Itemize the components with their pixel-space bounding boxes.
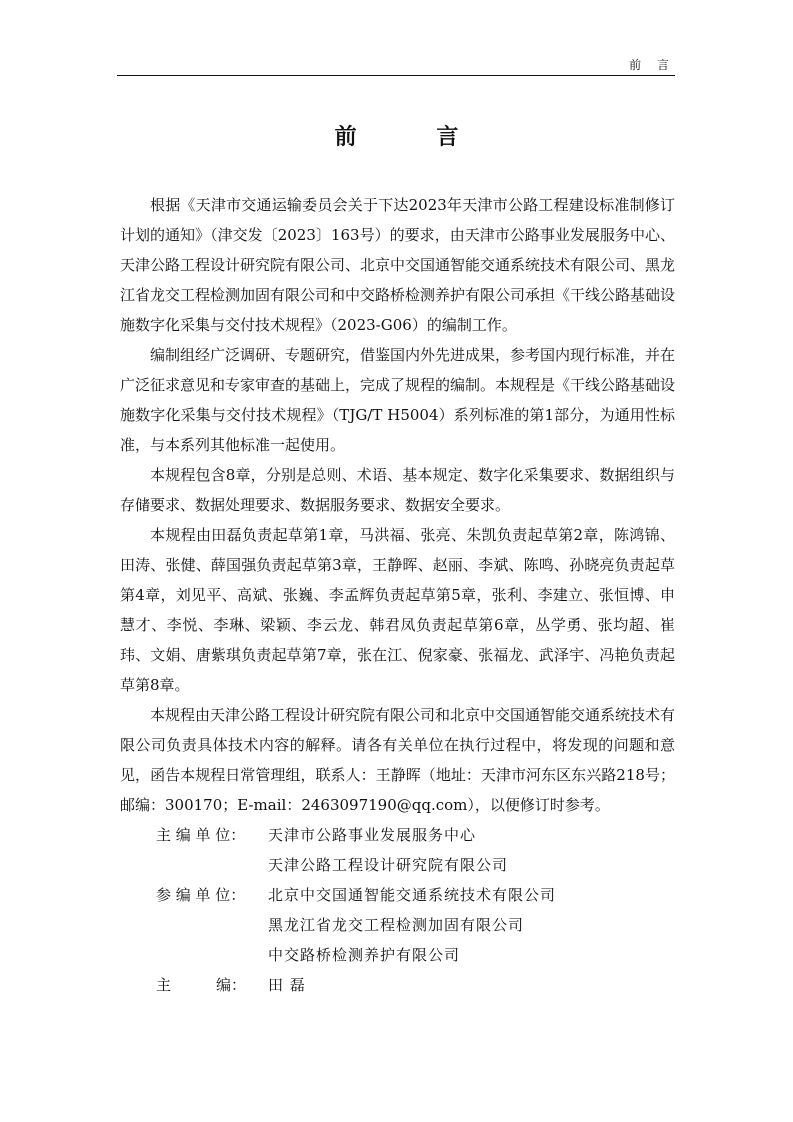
credit-label: 参 编 单 位： bbox=[156, 886, 246, 904]
credit-chief-editor-units bbox=[120, 820, 675, 880]
credit-label: 主 编： bbox=[156, 976, 247, 994]
page-title: 前 言 bbox=[334, 124, 495, 150]
credit-value: 天津市公路事业发展服务中心 bbox=[268, 826, 477, 844]
credit-chief-editor bbox=[120, 970, 675, 1000]
credit-value: 黑龙江省龙交工程检测加固有限公司 bbox=[268, 916, 525, 934]
header-rule bbox=[117, 75, 675, 76]
foreword-body bbox=[120, 190, 675, 1000]
credit-label: 主 编 单 位： bbox=[156, 826, 246, 844]
paragraph-2: 编制组经广泛调研、专题研究，借鉴国内外先进成果，参考国内现行标准，并在广泛征求意见和专家审查的基础上，完成了规程的编制。本规程是《干线公路基础设施数字化采集与交付技术规程》（TJG/T H5004）系列标准的第1部分，为通用性标准，与本系列其他标准一起使用。 bbox=[120, 346, 676, 454]
credit-participating-units bbox=[120, 880, 675, 970]
credit-value: 天津公路工程设计研究院有限公司 bbox=[268, 856, 509, 874]
credit-value: 中交路桥检测养护有限公司 bbox=[268, 946, 461, 964]
credit-value: 田 磊 bbox=[268, 976, 306, 994]
paragraph-1: 根据《天津市交通运输委员会关于下达2023年天津市公路工程建设标准制修订计划的通知》（津交发〔2023〕163号）的要求，由天津市公路事业发展服务中心、天津公路工程设计研究院有限公司、北京中交国通智能交通系统技术有限公司、黑龙江省龙交工程检测加固有限公司和中交路桥检测养护有限公司承担《干线公路基础设施数字化采集与交付技术规程》（2023-G06）的编制工作。 bbox=[120, 196, 676, 334]
running-head: 前 言 bbox=[629, 58, 675, 72]
paragraph-5: 本规程由天津公路工程设计研究院有限公司和北京中交国通智能交通系统技术有限公司负责具体技术内容的解释。请各有关单位在执行过程中，将发现的问题和意见，函告本规程日常管理组，联系人：王静晖（地址：天津市河东区东兴路218号；邮编：300170；E-mail：2463097190@qq.com），以便修订时参考。 bbox=[120, 706, 676, 814]
paragraph-3: 本规程包含8章，分别是总则、术语、基本规定、数字化采集要求、数据组织与存储要求、数据处理要求、数据服务要求、数据安全要求。 bbox=[120, 466, 675, 514]
paragraph-4: 本规程由田磊负责起草第1章，马洪福、张亮、朱凯负责起草第2章，陈鸿锦、田涛、张健、薛国强负责起草第3章，王静晖、赵丽、李斌、陈鸣、孙晓亮负责起草第4章，刘见平、高斌、张巍、李孟辉负责起草第5章，张利、李建立、张恒博、申慧才、李悦、李琳、梁颖、李云龙、韩君凤负责起草第6章，丛学勇、张均超、崔玮、文娟、唐紫琪负责起草第7章，张在江、倪家豪、张福龙、武泽宇、冯艳负责起草第8章。 bbox=[120, 526, 675, 694]
credit-value: 北京中交国通智能交通系统技术有限公司 bbox=[268, 886, 557, 904]
